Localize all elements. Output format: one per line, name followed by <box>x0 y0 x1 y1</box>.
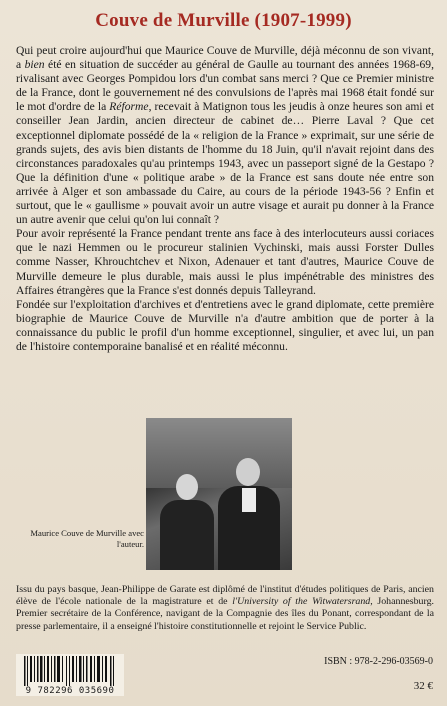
photo-person-left <box>160 500 214 570</box>
barcode-bars <box>24 656 116 686</box>
barcode <box>16 654 124 696</box>
photo-person-left-head <box>176 474 198 500</box>
author-bio <box>16 584 434 633</box>
blurb-italic-run: Réforme <box>109 100 149 114</box>
photo-shirt <box>242 488 256 512</box>
barcode-number: 9 782296 035690 <box>25 686 115 696</box>
blurb-italic-run: bien <box>24 58 45 72</box>
blurb-text <box>16 44 434 354</box>
photo-person-right-head <box>236 458 260 486</box>
blurb-text-run: été en situation de succéder au général de Gaulle au tournant des années 1968-69, rivalisant avec Georges Pompidou lors d'un combat sans merci ? Que ce Premier ministre de la France, dont le gouvernement né des convulsions de l'après mai 1968 était fondé sur le mot d'ordre de la <box>16 58 435 114</box>
price: 32 € <box>413 680 433 692</box>
blurb-text-run: , recevait à Matignon tous les jeudis à onze heures son ami et conseiller Jean Jardin, ancien directeur de cabinet de… Pierre Laval ? Que cet exceptionnel diplomate possédé de la « religion de la France » exprimait, sur une série de grands sujets, des avis bien distants de l'homme du 18 Juin, qu'il n'avait rejoint dans des circonstances paradoxales qu'au printemps 1943, avec un passeport signé de la Gestapo ? Que la définition d'une « politique arabe » de la France est sans doute née entre son arrivée à Alger et son ambassade du Caire, au cours de la période 1943-56 ? Enfin et surtout, que le « gaullisme » pouvait avoir un autre visage et aurait pu donner à la France un autre avenir que celui qu'on lui connaît ? <box>16 100 434 227</box>
bio-text-run: Issu du pays basque, Jean-Philippe de Garate est diplômé de l'institut d'études politiques de Paris, ancien élève de l'école nationale de la magistrature et de <box>16 584 434 608</box>
blurb-paragraph-2: Pour avoir représenté la France pendant trente ans face à des interlocuteurs aussi coriaces que le nazi Hemmen ou le procureur stalinien Vychinski, mais aussi Forster Dulles comme Nasser, Khrouchtchev et Nixon, Adenauer et tant d'autres, Maurice Couve de Murville demeure le plus durable, mais aussi le plus impénétrable des ministres des Affaires étrangères que la France s'est donnés depuis Talleyrand. <box>16 227 434 297</box>
author-photo <box>146 418 292 570</box>
blurb-paragraph-3: Fondée sur l'exploitation d'archives et d'entretiens avec le grand diplomate, cette première biographie de Maurice Couve de Murville n'a d'autre ambition que de porter à la connaissance du public le profil d'un homme exceptionnel, singulier, et avec lui, un pan de l'histoire contemporaine banalisé et en réalité méconnu. <box>16 297 434 353</box>
book-title: Couve de Murville (1907-1999) <box>95 10 352 31</box>
photo-background <box>146 418 292 488</box>
bio-text-run: , Johannesburg. Premier secrétaire de la Conférence, navigant de la Compagnie des îles du Ponant, correspondant de la presse parlementaire, il a enseigné l'histoire constitutionnelle et rejoint le Service Public. <box>16 596 434 632</box>
bio-italic-run: l'University of the Witwatersrand <box>232 596 371 608</box>
blurb-paragraph-1 <box>16 44 434 227</box>
blurb-text-run: Qui peut croire aujourd'hui que Maurice Couve de Murville, déjà méconnu de son vivant, a <box>16 44 434 72</box>
photo-caption: Maurice Couve de Murville avec l'auteur. <box>30 528 144 549</box>
isbn: ISBN : 978-2-296-03569-0 <box>324 656 433 667</box>
